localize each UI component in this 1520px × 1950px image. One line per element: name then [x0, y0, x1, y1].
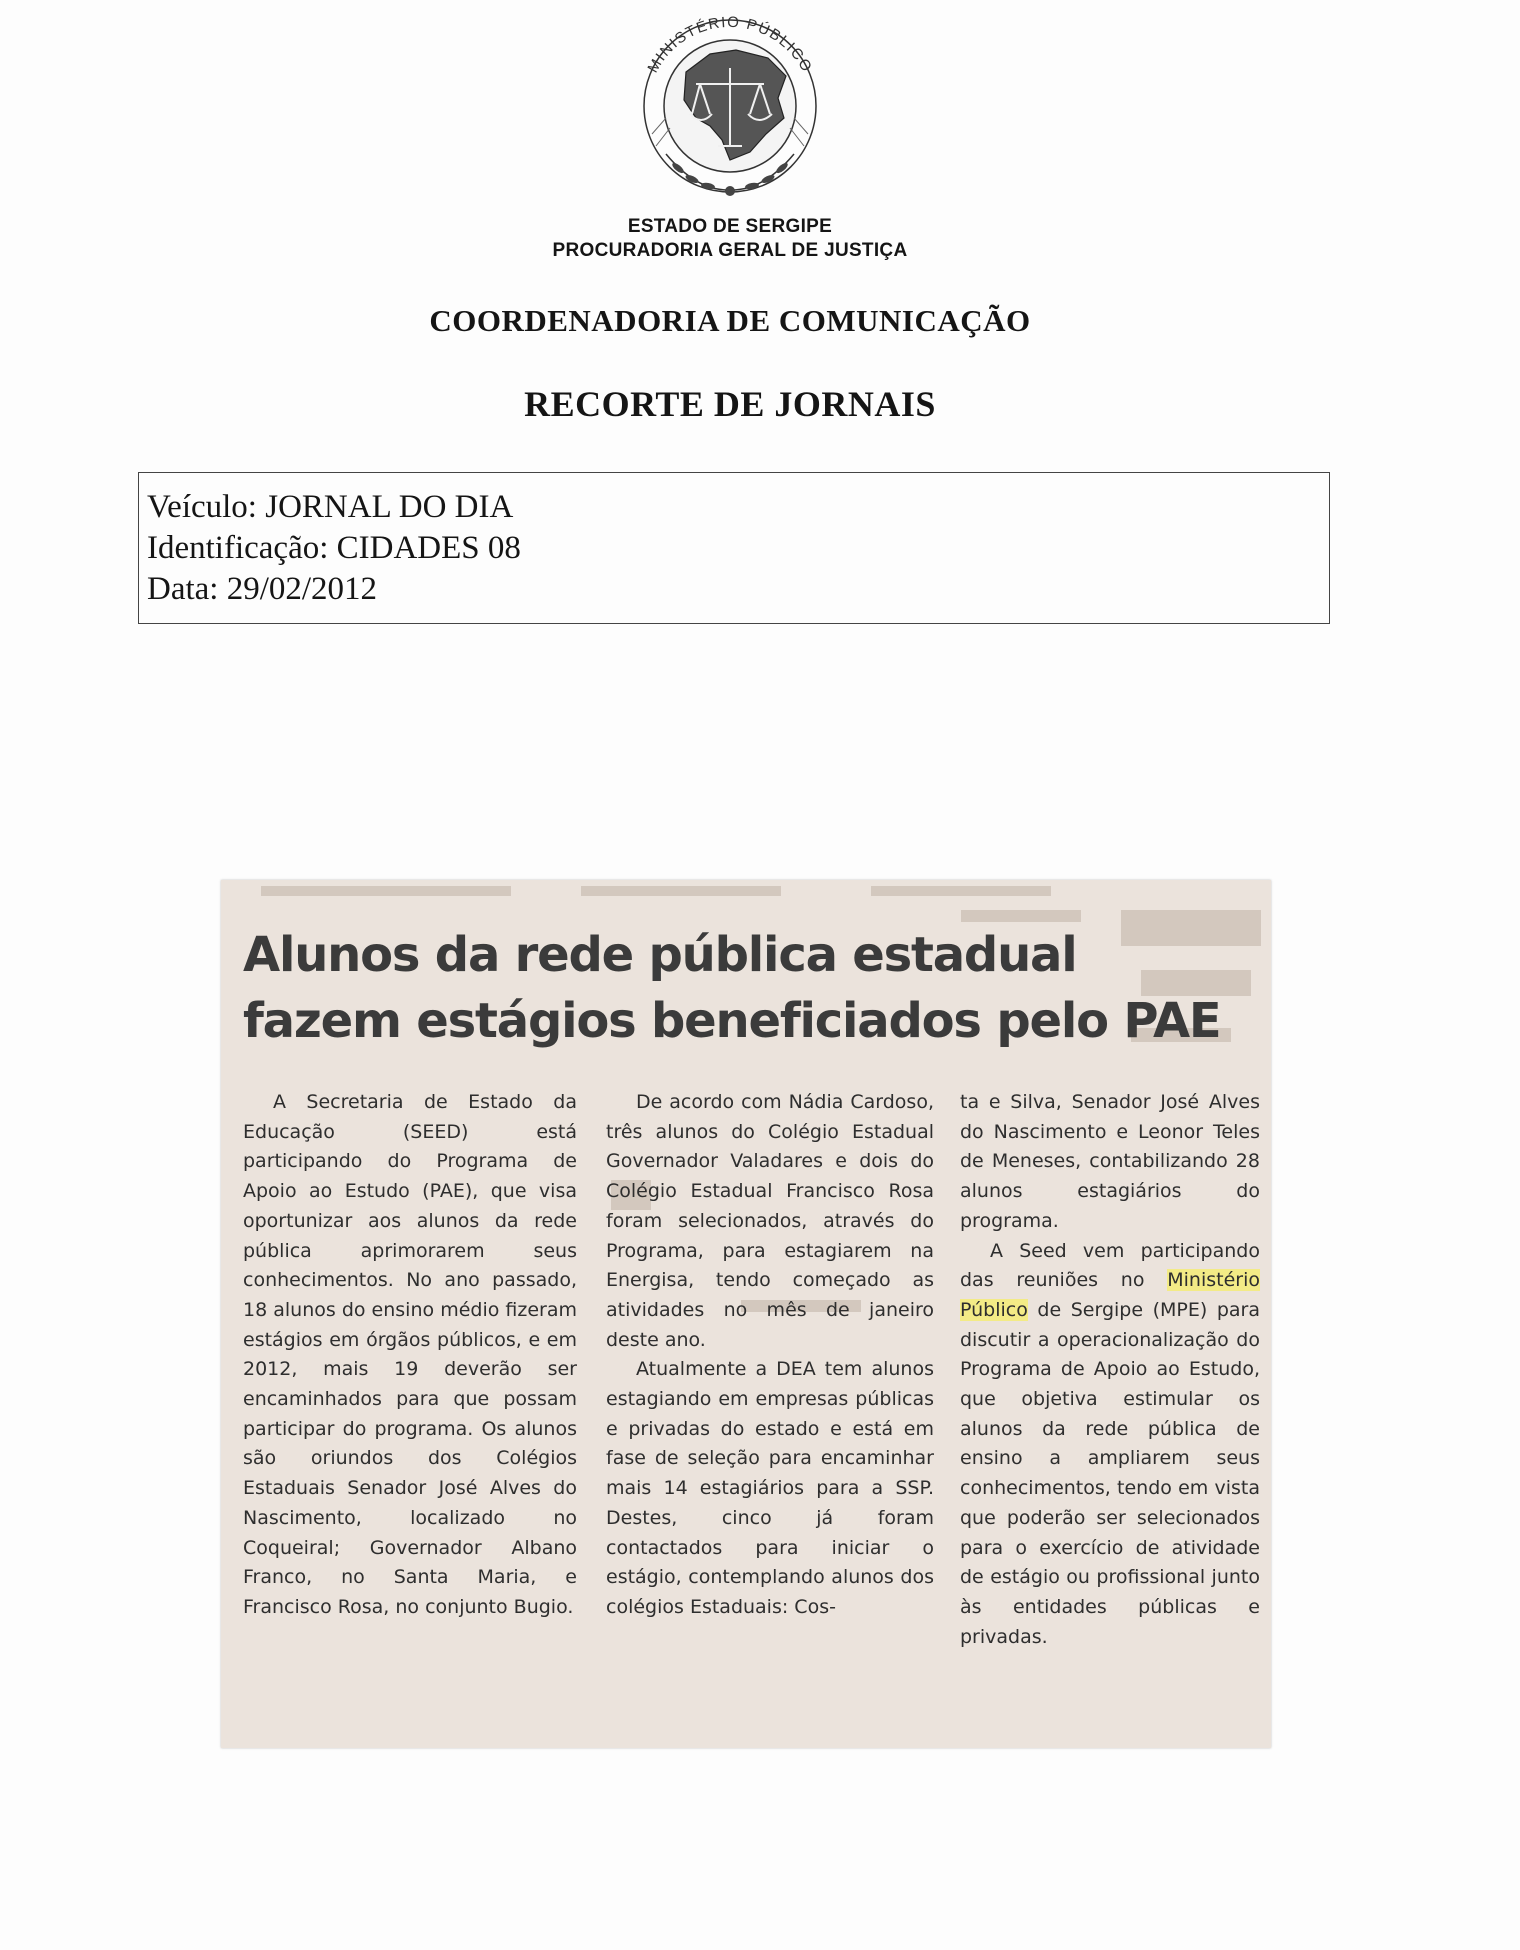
state-name: ESTADO DE SERGIPE — [627, 216, 833, 237]
headline-line-2: fazem estágios beneficiados pelo PAE — [243, 993, 1221, 1049]
highlighted-text: Ministério Público — [960, 1269, 1260, 1321]
department-title: COORDENADORIA DE COMUNICAÇÃO — [429, 303, 1031, 338]
article-headline — [243, 922, 1220, 1054]
article-column-1 — [243, 1088, 577, 1623]
ministerio-publico-seal — [626, 14, 834, 200]
agency-name: PROCURADORIA GERAL DE JUSTIÇA — [552, 240, 908, 261]
vehicle-line: Veículo: JORNAL DO DIA — [147, 489, 514, 525]
paragraph-text: de Sergipe (MPE) para discutir a operacionalização do Programa de Apoio ao Estudo, que objetiva estimular os alunos da rede pública de ensino a ampliarem seus conhecimentos, tendo em vista que poderão ser selecionados para o exercício de atividade de estágio ou profissional junto às entidades públicas e privadas. — [960, 1298, 1260, 1648]
paragraph: ta e Silva, Senador José Alves do Nascimento e Leonor Teles de Meneses, contabilizando 28 alunos estagiários do programa. — [960, 1091, 1260, 1232]
article-column-2 — [606, 1088, 934, 1623]
paragraph: Atualmente a DEA tem alunos estagiando em empresas públicas e privadas do estado e está em fase de seleção para encaminhar mais 14 estagiários para a SSP. Destes, cinco já foram contactados para iniciar o estágio, contemplando alunos dos colégios Estaduais: Cos- — [606, 1358, 934, 1618]
paragraph — [960, 1237, 1260, 1653]
headline-line-1: Alunos da rede pública estadual — [243, 927, 1077, 983]
seal-ring-text: MINISTÉRIO PÚBLICO — [644, 14, 816, 76]
paragraph-text: A Seed vem participando das reuniões no — [960, 1239, 1260, 1292]
section-title: RECORTE DE JORNAIS — [524, 384, 936, 424]
clipping-info-box — [138, 472, 1330, 624]
article-column-3 — [960, 1088, 1260, 1652]
newspaper-clipping — [221, 880, 1271, 1748]
paragraph: De acordo com Nádia Cardoso, três alunos do Colégio Estadual Governador Valadares e dois do Colégio Estadual Francisco Rosa foram selecionados, através do Programa, para estagiarem na Energisa, tendo começado as atividades no mês de janeiro deste ano. — [606, 1091, 934, 1351]
identification-line: Identificação: CIDADES 08 — [147, 530, 521, 566]
date-line: Data: 29/02/2012 — [147, 571, 378, 607]
paragraph: A Secretaria de Estado da Educação (SEED) está participando do Programa de Apoio ao Estudo (PAE), que visa oportunizar aos alunos da rede pública aprimorarem seus conhecimentos. No ano passado, 18 alunos do ensino médio fizeram estágios em órgãos públicos, e em 2012, mais 19 deverão ser encaminhados para que possam participar do programa. Os alunos são oriundos dos Colégios Estaduais Senador José Alves do Nascimento, localizado no Coqueiral; Governador Albano Franco, no Santa Maria, e Francisco Rosa, no conjunto Bugio. — [243, 1091, 577, 1618]
